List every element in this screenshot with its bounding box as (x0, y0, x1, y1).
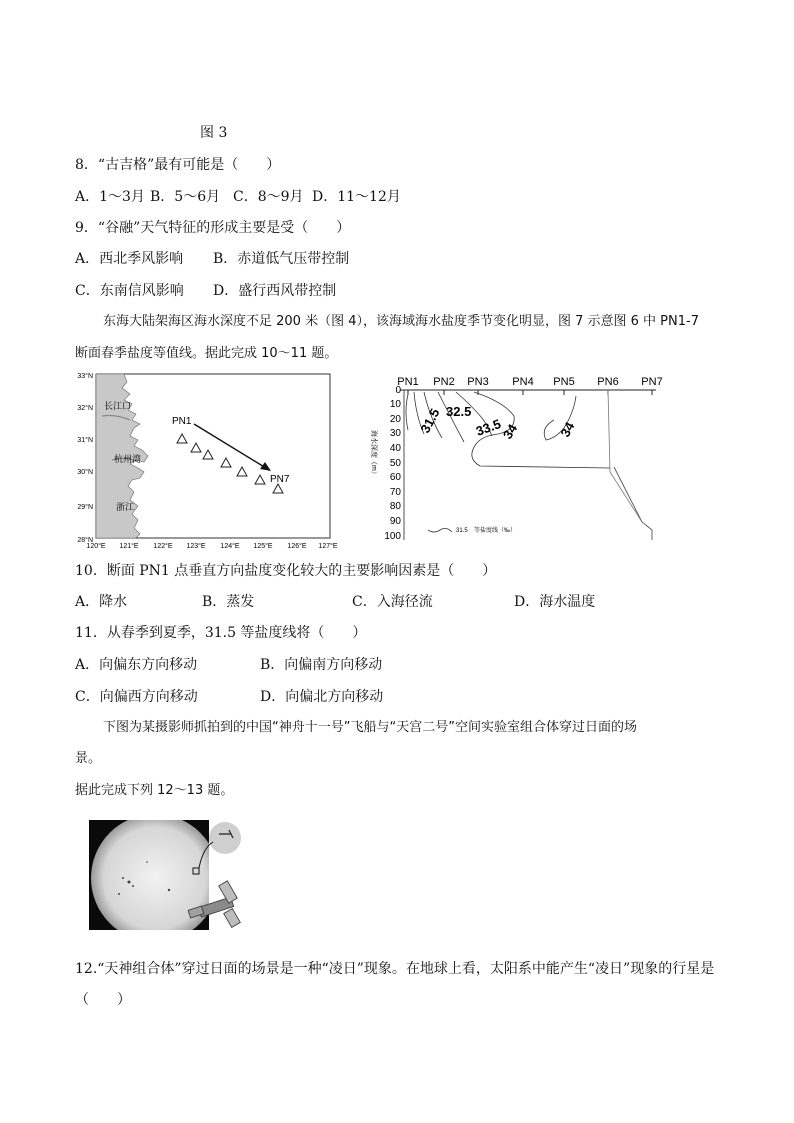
depth-tick: 40 (389, 443, 401, 454)
lon-label: 124°E (220, 543, 240, 550)
station-label: PN1 (397, 376, 419, 388)
depth-tick: 90 (389, 516, 401, 527)
label-pn1: PN1 (172, 416, 192, 427)
q11-option-c: C．向偏西方向移动 (75, 689, 198, 705)
depth-axis-label: 海水深度（m） (370, 430, 377, 478)
passage-1-line-1: 东海大陆架海区海水深度不足 200 米（图 4），该海域海水盐度季节变化明显，图 7 示意图 6 中 PN1-7 (103, 314, 699, 329)
passage-2-line-1: 下图为某摄影师抓拍到的中国“神舟十一号”飞船与“天宫二号”空间实验室组合体穿过日面的场 (103, 720, 637, 735)
depth-tick: 20 (389, 414, 401, 425)
q10-option-a: A．降水 (75, 594, 128, 610)
passage-2-line-3: 据此完成下列 12～13 题。 (75, 783, 234, 798)
q10-option-d: D．海水温度 (514, 594, 596, 610)
station-ticks (408, 390, 652, 395)
label-pn7: PN7 (270, 474, 290, 485)
contour-label: 32.5 (446, 404, 472, 419)
q10-option-b: B．蒸发 (202, 594, 255, 610)
q11-option-d: D．向偏北方向移动 (260, 689, 384, 705)
q9-option-d: D．盛行西风带控制 (213, 283, 337, 299)
q11-option-b: B．向偏南方向移动 (260, 657, 383, 673)
lon-label: 121°E (119, 543, 139, 550)
lon-label: 125°E (253, 543, 273, 550)
lat-label: 28°N (77, 537, 93, 544)
lon-label: 123°E (186, 543, 206, 550)
seabed-line (608, 390, 642, 522)
east-china-sea-map (72, 368, 342, 550)
station-label: PN4 (512, 376, 534, 388)
depth-tick: 30 (389, 428, 401, 439)
question-12-stem: 12.“天神组合体”穿过日面的场景是一种“凌日”现象。在地球上看，太阳系中能产生“凌日”现象的行星是 (75, 961, 715, 977)
q8-option-b: B．5～6月 (150, 189, 221, 205)
passage-2-line-2: 景。 (75, 751, 102, 766)
question-9-stem: 9．“谷融”天气特征的形成主要是受（ ） (75, 220, 351, 236)
lat-label: 31°N (77, 437, 93, 444)
q9-option-b: B．赤道低气压带控制 (213, 251, 350, 267)
question-10-stem: 10．断面 PN1 点垂直方向盐度变化较大的主要影响因素是（ ） (75, 563, 497, 579)
question-8-stem: 8．“古吉格”最有可能是（ ） (75, 157, 281, 173)
salinity-section-chart (364, 372, 664, 548)
depth-tick: 10 (389, 399, 401, 410)
q9-option-c: C．东南信风影响 (75, 283, 184, 299)
lat-label: 30°N (77, 469, 93, 476)
passage-1-line-2: 断面春季盐度等值线。据此完成 10～11 题。 (75, 346, 338, 361)
legend-contour-sample (428, 528, 452, 532)
legend-text: 等盐度线（‰） (474, 528, 517, 534)
question-11-stem: 11．从春季到夏季，31.5 等盐度线将（ ） (75, 625, 367, 641)
station-label: PN3 (467, 376, 489, 388)
lat-label: 33°N (77, 373, 93, 380)
contour-label: 34 (499, 421, 521, 442)
legend-value: 31.5 (456, 528, 468, 534)
depth-tick: 70 (389, 487, 401, 498)
lon-label: 126°E (287, 543, 307, 550)
depth-tick: 100 (384, 531, 401, 542)
station-label: PN2 (433, 376, 455, 388)
depth-tick: 50 (389, 458, 401, 469)
place-zhejiang: 浙江 (116, 502, 135, 512)
station-label: PN7 (641, 376, 663, 388)
contour-label: 31.5 (417, 406, 443, 436)
station-label: PN6 (597, 376, 619, 388)
q9-option-a: A．西北季风影响 (75, 251, 184, 267)
q8-option-c: C．8～9月 (233, 189, 304, 205)
lon-label: 122°E (153, 543, 173, 550)
place-hangzhouwan: 杭州湾 (114, 454, 142, 464)
q8-option-d: D．11～12月 (312, 189, 401, 205)
lat-label: 32°N (77, 405, 93, 412)
contour-label: 34 (557, 419, 578, 440)
inset-magnifier (209, 822, 241, 854)
figure-3-caption: 图 3 (200, 125, 228, 141)
question-12-paren: （ ） (75, 992, 131, 1008)
sun-transit-photo (89, 820, 247, 930)
depth-tick: 60 (389, 472, 401, 483)
depth-tick: 0 (395, 385, 401, 396)
lon-label: 127°E (318, 543, 338, 550)
depth-tick: 80 (389, 501, 401, 512)
station-label: PN5 (553, 376, 575, 388)
q8-option-a: A．1～3月 (75, 189, 145, 205)
lon-label: 120°E (86, 543, 106, 550)
q10-option-c: C．入海径流 (352, 594, 433, 610)
q11-option-a: A．向偏东方向移动 (75, 657, 198, 673)
lat-label: 29°N (77, 504, 93, 511)
contour-label: 33.5 (473, 416, 503, 439)
place-changjiangkou: 长江口 (104, 401, 132, 411)
